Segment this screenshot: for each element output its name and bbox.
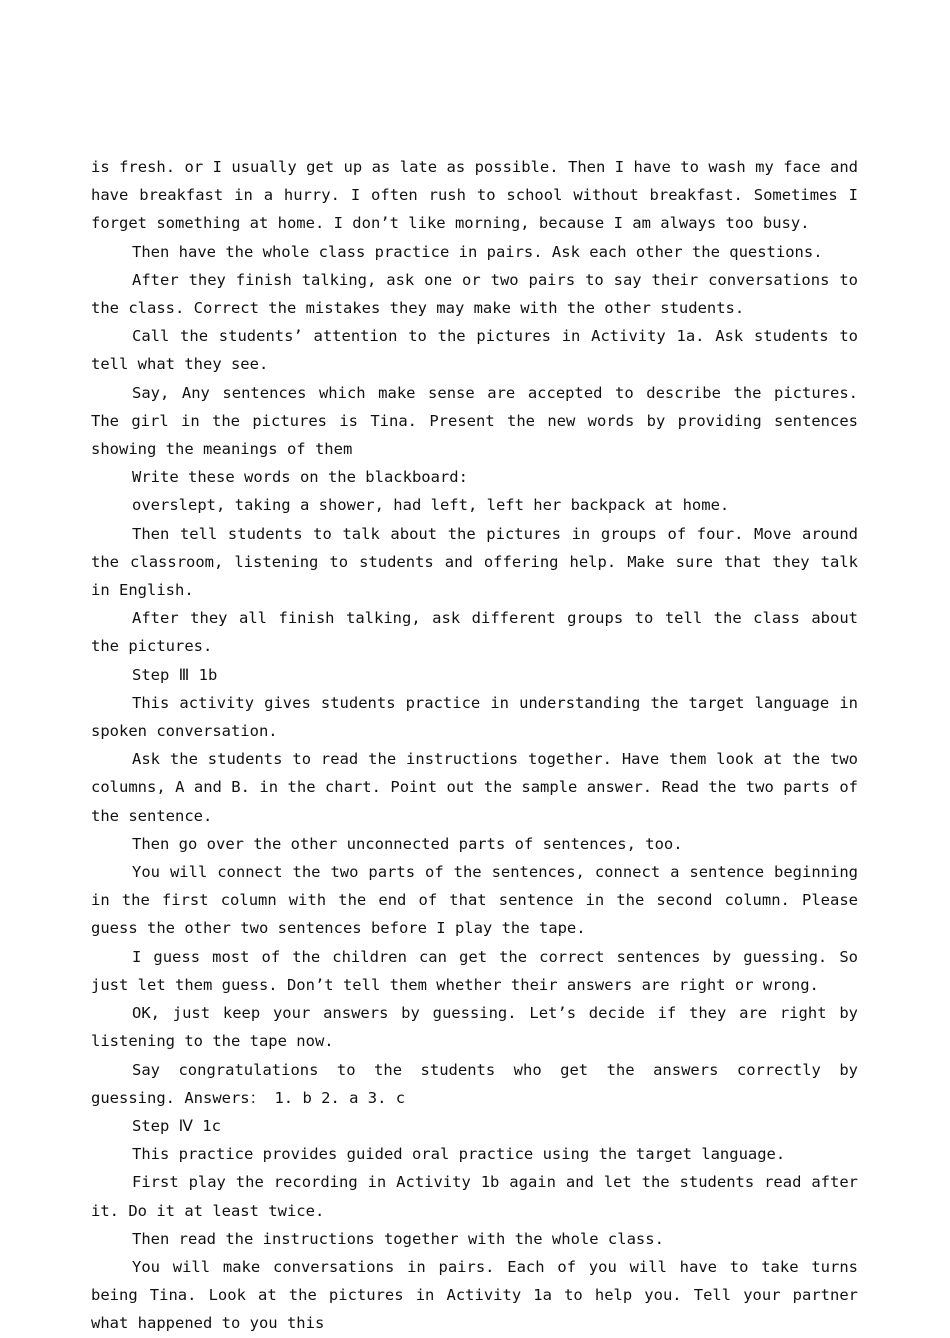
paragraph: Then tell students to talk about the pictures in groups of four. Move around the classroom, listening to students and offering help. Make sure that they talk in English. (91, 524, 858, 600)
paragraph: OK, just keep your answers by guessing. Let’s decide if they are right by listening to the tape now. (91, 1004, 858, 1051)
paragraph: Call the students’ attention to the pictures in Activity 1a. Ask students to tell what they see. (91, 327, 858, 374)
paragraph: You will connect the two parts of the sentences, connect a sentence beginning in the first column with the end of that sentence in the second column. Please guess the other two sentences before I play the tape. (91, 863, 858, 938)
paragraph: Say congratulations to the students who get the answers correctly by guessing. Answers： 1. b 2. a 3. c (91, 1060, 858, 1107)
paragraph: After they finish talking, ask one or two pairs to say their conversations to the class. Correct the mistakes they may make with the other students. (91, 270, 858, 318)
paragraph: You will make conversations in pairs. Each of you will have to take turns being Tina. Look at the pictures in Activity 1a to help you. Tell your partner what happened to you this (91, 1257, 858, 1333)
paragraph: Then read the instructions together with the whole class. (132, 1229, 664, 1248)
paragraph: Then go over the other unconnected parts of sentences, too. (132, 834, 683, 853)
paragraph: Write these words on the blackboard: (132, 468, 468, 487)
paragraph: I guess most of the children can get the correct sentences by guessing. So just let them guess. Don’t tell them whether their answers are right or wrong. (91, 947, 858, 994)
paragraph: After they all finish talking, ask different groups to tell the class about the pictures. (91, 609, 858, 656)
paragraph: is fresh. or I usually get up as late as possible. Then I have to wash my face and have breakfast in a hurry. I often rush to school without breakfast. Sometimes I forget something at home. I don’t like morning, because I am always too busy. (91, 158, 858, 233)
paragraph: Say, Any sentences which make sense are accepted to describe the pictures. The girl in the pictures is Tina. Present the new words by providing sentences showing the meanings of them (91, 383, 858, 459)
paragraph: This practice provides guided oral practice using the target language. (132, 1145, 786, 1164)
paragraph: overslept, taking a shower, had left, left her backpack at home. (132, 496, 730, 515)
paragraph: Then have the whole class practice in pairs. Ask each other the questions. (132, 242, 823, 261)
paragraph: This activity gives students practice in understanding the target language in spoken conversation. (91, 693, 858, 741)
paragraph: Ask the students to read the instructions together. Have them look at the two columns, A and B. in the chart. Point out the sample answer. Read the two parts of the sentence. (91, 750, 858, 825)
document-body (91, 153, 858, 1338)
step-heading: Step Ⅲ 1b (132, 665, 218, 684)
step-heading: Step Ⅳ 1c (132, 1116, 221, 1135)
paragraph: First play the recording in Activity 1b again and let the students read after it. Do it at least twice. (91, 1173, 858, 1220)
